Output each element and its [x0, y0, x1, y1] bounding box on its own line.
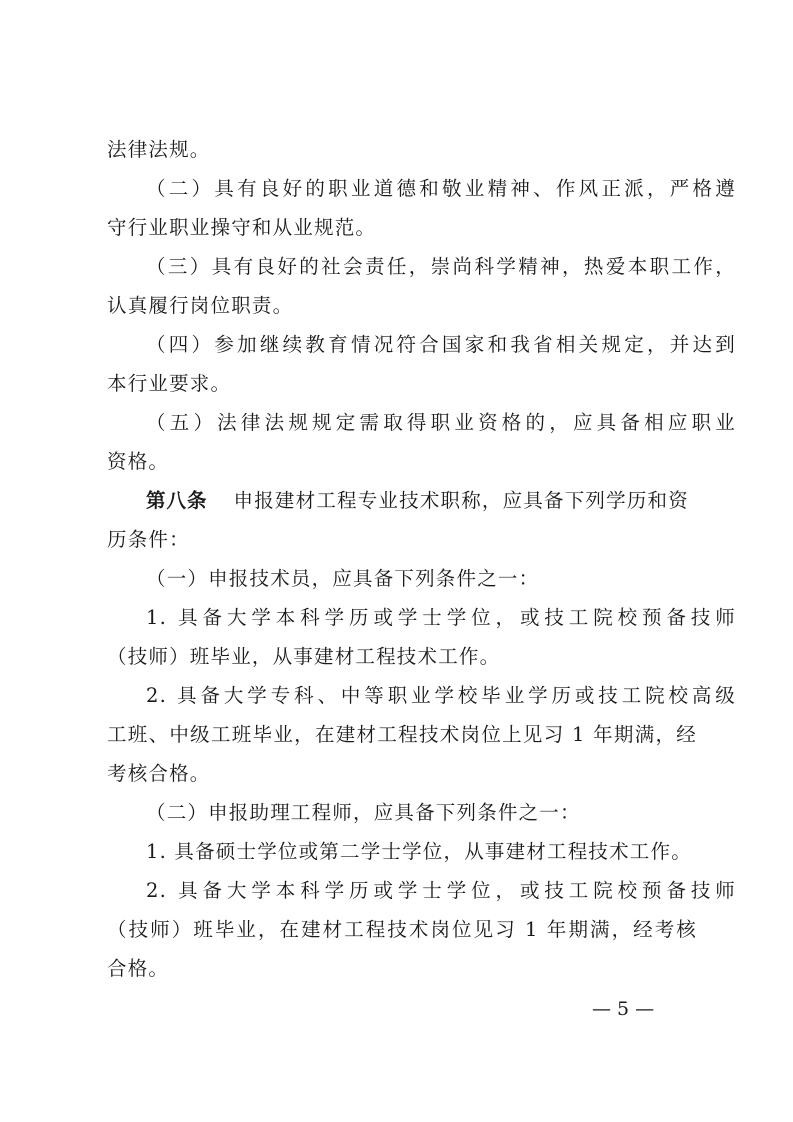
line-text: 资格。: [107, 450, 170, 473]
text-line: [146, 330, 736, 360]
text-line: [146, 603, 736, 633]
line-text: 工班、中级工班毕业，在建材工程技术岗位上见习 1 年期满，经: [107, 723, 697, 746]
text-line: [107, 447, 697, 477]
line-text: 历条件：: [107, 528, 190, 551]
text-line: [107, 915, 697, 945]
line-text: 2. 具备大学专科、中等职业学校毕业学历或技工院校高级: [146, 684, 736, 707]
text-line: [107, 525, 697, 555]
article-number: 第八条: [146, 489, 208, 512]
text-line: [107, 720, 697, 750]
text-line: [146, 174, 736, 204]
text-line: [146, 408, 736, 438]
line-text: 2. 具备大学本科学历或学士学位，或技工院校预备技师: [146, 879, 736, 902]
line-text: 认真履行岗位职责。: [107, 294, 294, 317]
text-line: [107, 369, 697, 399]
text-line: [107, 291, 697, 321]
line-text: 1. 具备大学本科学历或学士学位，或技工院校预备技师: [146, 606, 736, 629]
line-text: 合格。: [107, 957, 170, 980]
line-text: 法律法规。: [107, 138, 211, 161]
line-text: 考核合格。: [107, 762, 211, 785]
line-text: （一）申报技术员，应具备下列条件之一：: [146, 567, 540, 590]
page-number: — 5 —: [592, 998, 655, 1020]
line-text: 本行业要求。: [107, 372, 232, 395]
text-line: [146, 837, 736, 867]
text-line: [107, 954, 697, 984]
line-text: （技师）班毕业，从事建材工程技术工作。: [107, 645, 501, 668]
text-line: [107, 135, 697, 165]
line-text: （技师）班毕业，在建材工程技术岗位见习 1 年期满，经考核: [107, 918, 697, 941]
text-line: [146, 798, 736, 828]
line-text: 守行业职业操守和从业规范。: [107, 216, 377, 239]
line-text: （二）具有良好的职业道德和敬业精神、作风正派，严格遵: [146, 177, 736, 200]
text-line: [146, 564, 736, 594]
line-text: （四）参加继续教育情况符合国家和我省相关规定，并达到: [146, 333, 736, 356]
text-line: [107, 759, 697, 789]
line-text: （二）申报助理工程师，应具备下列条件之一：: [146, 801, 581, 824]
line-text: 申报建材工程专业技术职称，应具备下列学历和资: [233, 489, 689, 512]
text-line: [107, 642, 697, 672]
line-text: （三）具有良好的社会责任，崇尚科学精神，热爱本职工作，: [146, 255, 736, 278]
line-text: （五）法律法规规定需取得职业资格的，应具备相应职业: [146, 411, 736, 434]
text-line: [146, 681, 736, 711]
text-line: [146, 252, 736, 282]
text-line: [146, 876, 736, 906]
text-line: [107, 213, 697, 243]
line-text: 1. 具备硕士学位或第二学士学位，从事建材工程技术工作。: [146, 840, 692, 863]
article-heading-line: [146, 486, 736, 516]
